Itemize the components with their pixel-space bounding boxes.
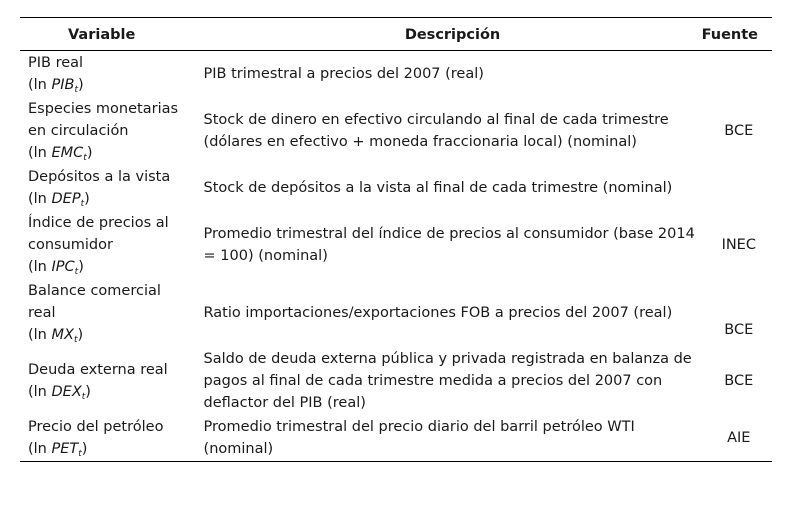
source-cell: BCE: [724, 123, 754, 139]
variable-name: Precio del petróleo: [28, 419, 164, 435]
table-row: [20, 211, 772, 279]
variable-name: PIB real: [28, 55, 84, 71]
table-row: [20, 347, 772, 415]
variable-name: Deuda externa real: [28, 362, 168, 378]
description-cell: Saldo de deuda externa pública y privada registrada en balanza de pagos al final de cada trimestre medida a precios del 2007 con deflactor del PIB (real): [203, 351, 692, 411]
variable-cell: [20, 415, 204, 462]
variable-symbol: (ln $MX_t$): [28, 327, 84, 345]
variable-symbol: (ln $DEP_t$): [28, 191, 90, 209]
variable-cell: [20, 51, 204, 98]
variable-symbol: (ln $IPC_t$): [28, 259, 84, 277]
table-header-row: [20, 18, 772, 51]
variables-table-container: [20, 17, 772, 462]
description-cell: Promedio trimestral del índice de precios al consumidor (base 2014 = 100) (nominal): [203, 226, 695, 264]
table-row: [20, 165, 772, 211]
description-cell: Ratio importaciones/exportaciones FOB a precios del 2007 (real): [203, 305, 673, 321]
table-row: [20, 279, 772, 347]
header-variable: Variable: [68, 26, 136, 43]
variables-table: [20, 17, 772, 462]
variable-name: Balance comercial: [28, 283, 161, 299]
header-fuente: Fuente: [701, 26, 758, 43]
variable-name: en circulación: [28, 123, 129, 139]
table-row: [20, 415, 772, 462]
source-cell: AIE: [727, 430, 751, 446]
variable-symbol: (ln $DEX_t$): [28, 384, 91, 402]
variable-name: Depósitos a la vista: [28, 169, 171, 185]
variable-cell: [20, 211, 204, 279]
source-cell: INEC: [721, 237, 756, 253]
variable-symbol: (ln $PIB_t$): [28, 77, 84, 95]
variable-name: Índice de precios al: [28, 215, 169, 231]
source-cell: BCE: [724, 373, 754, 389]
header-descripcion: Descripción: [404, 26, 501, 43]
description-cell: PIB trimestral a precios del 2007 (real): [203, 66, 484, 82]
description-cell: Stock de dinero en efectivo circulando al final de cada trimestre (dólares en efectivo + moneda fraccionaria local) (nominal): [203, 112, 669, 150]
variable-cell: [20, 279, 204, 347]
description-cell: Promedio trimestral del precio diario del barril petróleo WTI (nominal): [203, 419, 635, 457]
source-cell: [702, 51, 772, 98]
variable-cell: [20, 97, 204, 165]
variable-symbol: (ln $EMC_t$): [28, 145, 93, 163]
variable-name: consumidor: [28, 237, 113, 253]
variable-cell: [20, 165, 204, 211]
variable-symbol: (ln $PET_t$): [28, 441, 88, 459]
variable-cell: [20, 347, 204, 415]
source-cell: [702, 165, 772, 211]
description-cell: Stock de depósitos a la vista al final de cada trimestre (nominal): [203, 180, 673, 196]
variable-name: Especies monetarias: [28, 101, 179, 117]
table-row: [20, 51, 772, 98]
variable-name: real: [28, 305, 56, 321]
table-row: [20, 97, 772, 165]
source-cell: BCE: [724, 322, 754, 338]
